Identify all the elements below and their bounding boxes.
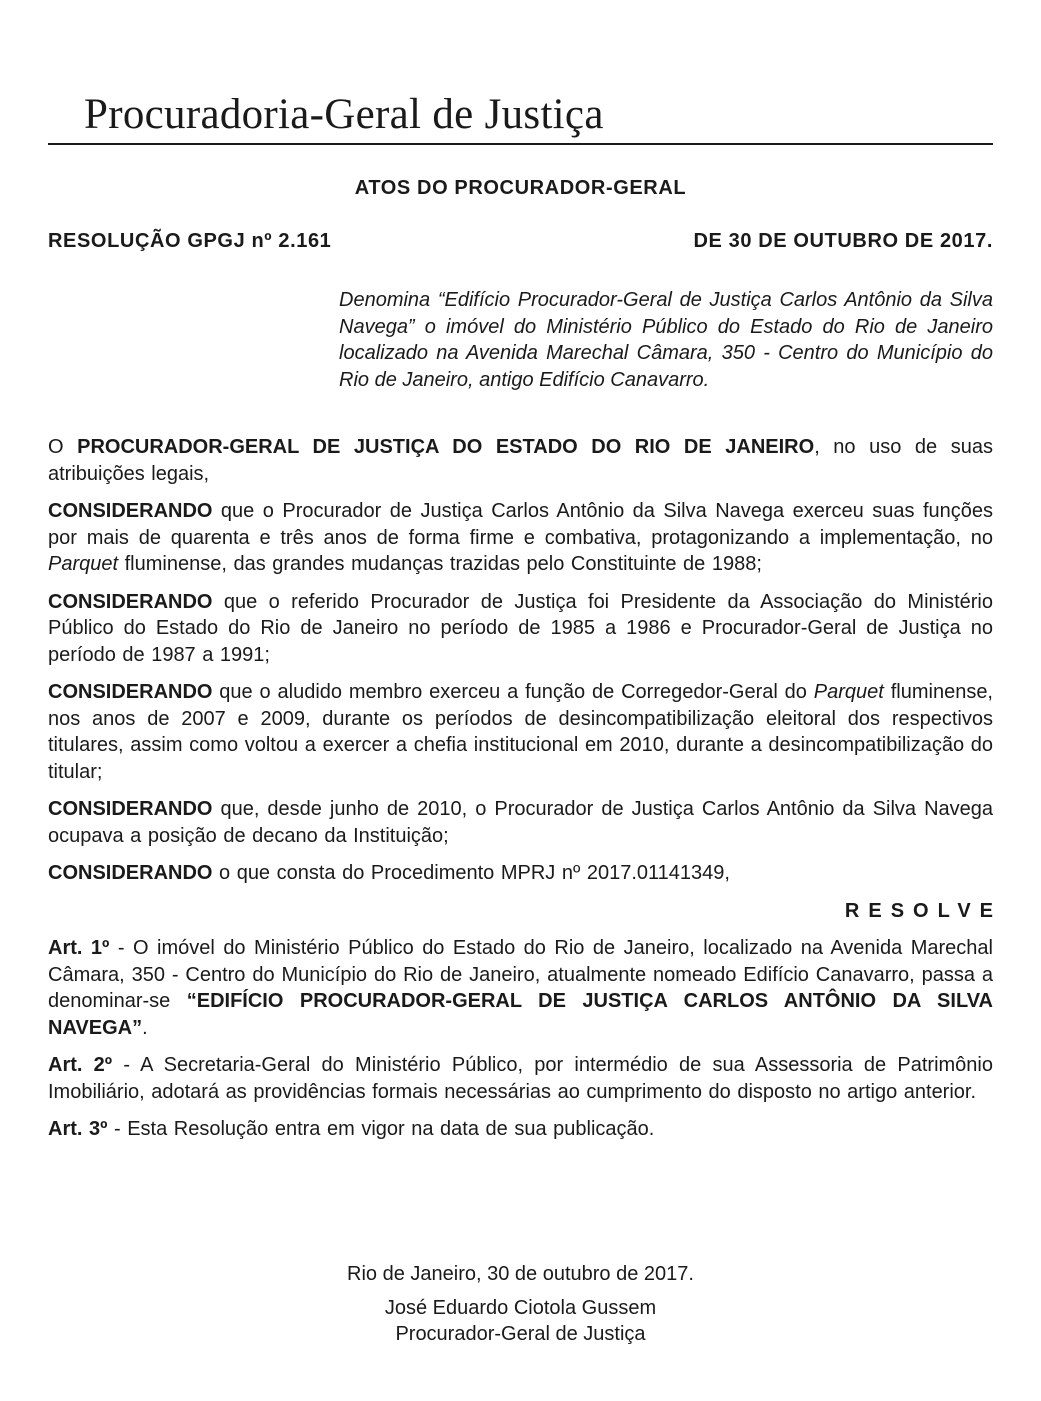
considerando-text: que o Procurador de Justiça Carlos Antônio da Silva Navega exerceu suas funções por mais de quarenta e três anos de forma firme e combativa, protagonizando a implementação, no <box>48 500 993 549</box>
section-title: ATOS DO PROCURADOR-GERAL <box>354 177 687 199</box>
signature-block <box>48 1295 993 1347</box>
resolution-ementa: Denomina “Edifício Procurador-Geral de Justiça Carlos Antônio da Silva Navega” o imóvel do Ministério Público do Estado do Rio de Janeiro localizado na Avenida Marechal Câmara, 350 - Centro do Município do Rio de Janeiro, antigo Edifício Canavarro. <box>339 289 993 391</box>
resolution-number: RESOLUÇÃO GPGJ nº 2.161 <box>48 230 332 252</box>
considerando-italic: Parquet <box>48 553 119 575</box>
considerando-2 <box>48 589 993 669</box>
signatory-name: José Eduardo Ciotola Gussem <box>384 1297 657 1319</box>
considerando-text: fluminense, das grandes mudanças trazidas pelo Constituinte de 1988; <box>118 553 762 575</box>
considerando-text: o que consta do Procedimento MPRJ nº 2017.01141349, <box>212 862 730 884</box>
considerando-text: que o referido Procurador de Justiça foi Presidente da Associação do Ministério Público do Estado do Rio de Janeiro no período de 1985 a 1986 e Procurador-Geral de Justiça no período de 1987 a 1991; <box>48 590 993 666</box>
preamble-paragraph <box>48 434 993 487</box>
resolution-heading <box>48 230 993 253</box>
closing-place-date: Rio de Janeiro, 30 de outubro de 2017. <box>347 1263 694 1285</box>
considerando-italic: Parquet <box>813 681 884 703</box>
resolution-date: DE 30 DE OUTUBRO DE 2017. <box>693 230 993 252</box>
masthead-rule <box>48 143 993 145</box>
masthead-title: Procuradoria-Geral de Justiça <box>84 91 604 138</box>
preamble-authority: PROCURADOR-GERAL DE JUSTIÇA DO ESTADO DO RIO DE JANEIRO <box>77 436 815 458</box>
building-name: “EDIFÍCIO PROCURADOR-GERAL DE JUSTIÇA CARLOS ANTÔNIO DA SILVA NAVEGA” <box>48 990 993 1039</box>
considerando-4 <box>48 796 993 849</box>
considerando-keyword: CONSIDERANDO <box>48 681 213 703</box>
article-label: Art. 1º <box>48 937 110 959</box>
article-label: Art. 2º <box>48 1054 113 1076</box>
resolution-body <box>48 434 1002 1154</box>
considerando-text: fluminense, nos anos de 2007 e 2009, durante os períodos de desincompatibilização eleitoral dos respectivos titulares, assim como voltou a exercer a chefia institucional em 2010, durante a desincompatibilização do titular; <box>48 681 993 783</box>
considerando-1 <box>48 498 993 578</box>
considerando-text: que, desde junho de 2010, o Procurador de Justiça Carlos Antônio da Silva Navega ocupava a posição de decano da Instituição; <box>48 798 993 847</box>
considerando-keyword: CONSIDERANDO <box>48 798 213 820</box>
considerando-keyword: CONSIDERANDO <box>48 500 213 522</box>
article-1 <box>48 935 993 1041</box>
considerando-3 <box>48 679 993 785</box>
article-label: Art. 3º <box>48 1118 108 1140</box>
article-text: - O imóvel do Ministério Público do Estado do Rio de Janeiro, localizado na Avenida Marechal Câmara, 350 - Centro do Município do Rio de Janeiro, atualmente nomeado Edifício Canavarro, passa a denominar-se <box>48 937 993 1012</box>
considerando-keyword: CONSIDERANDO <box>48 862 213 884</box>
considerando-text: que o aludido membro exerceu a função de Corregedor-Geral do <box>212 681 814 703</box>
signatory-role: Procurador-Geral de Justiça <box>395 1323 646 1345</box>
article-end: . <box>142 1016 148 1039</box>
preamble-tail: , no uso de suas atribuições legais, <box>48 436 993 485</box>
article-3 <box>48 1116 993 1143</box>
considerando-keyword: CONSIDERANDO <box>48 590 213 613</box>
preamble-lead: O <box>48 436 64 458</box>
article-text: - Esta Resolução entra em vigor na data de sua publicação. <box>107 1118 655 1140</box>
article-text: - A Secretaria-Geral do Ministério Público, por intermédio de sua Assessoria de Patrimônio Imobiliário, adotará as providências formais necessárias ao cumprimento do disposto no artigo anterior. <box>48 1054 993 1103</box>
considerando-5 <box>48 860 993 887</box>
resolve-heading: RESOLVE <box>844 899 1002 922</box>
article-2 <box>48 1052 993 1105</box>
